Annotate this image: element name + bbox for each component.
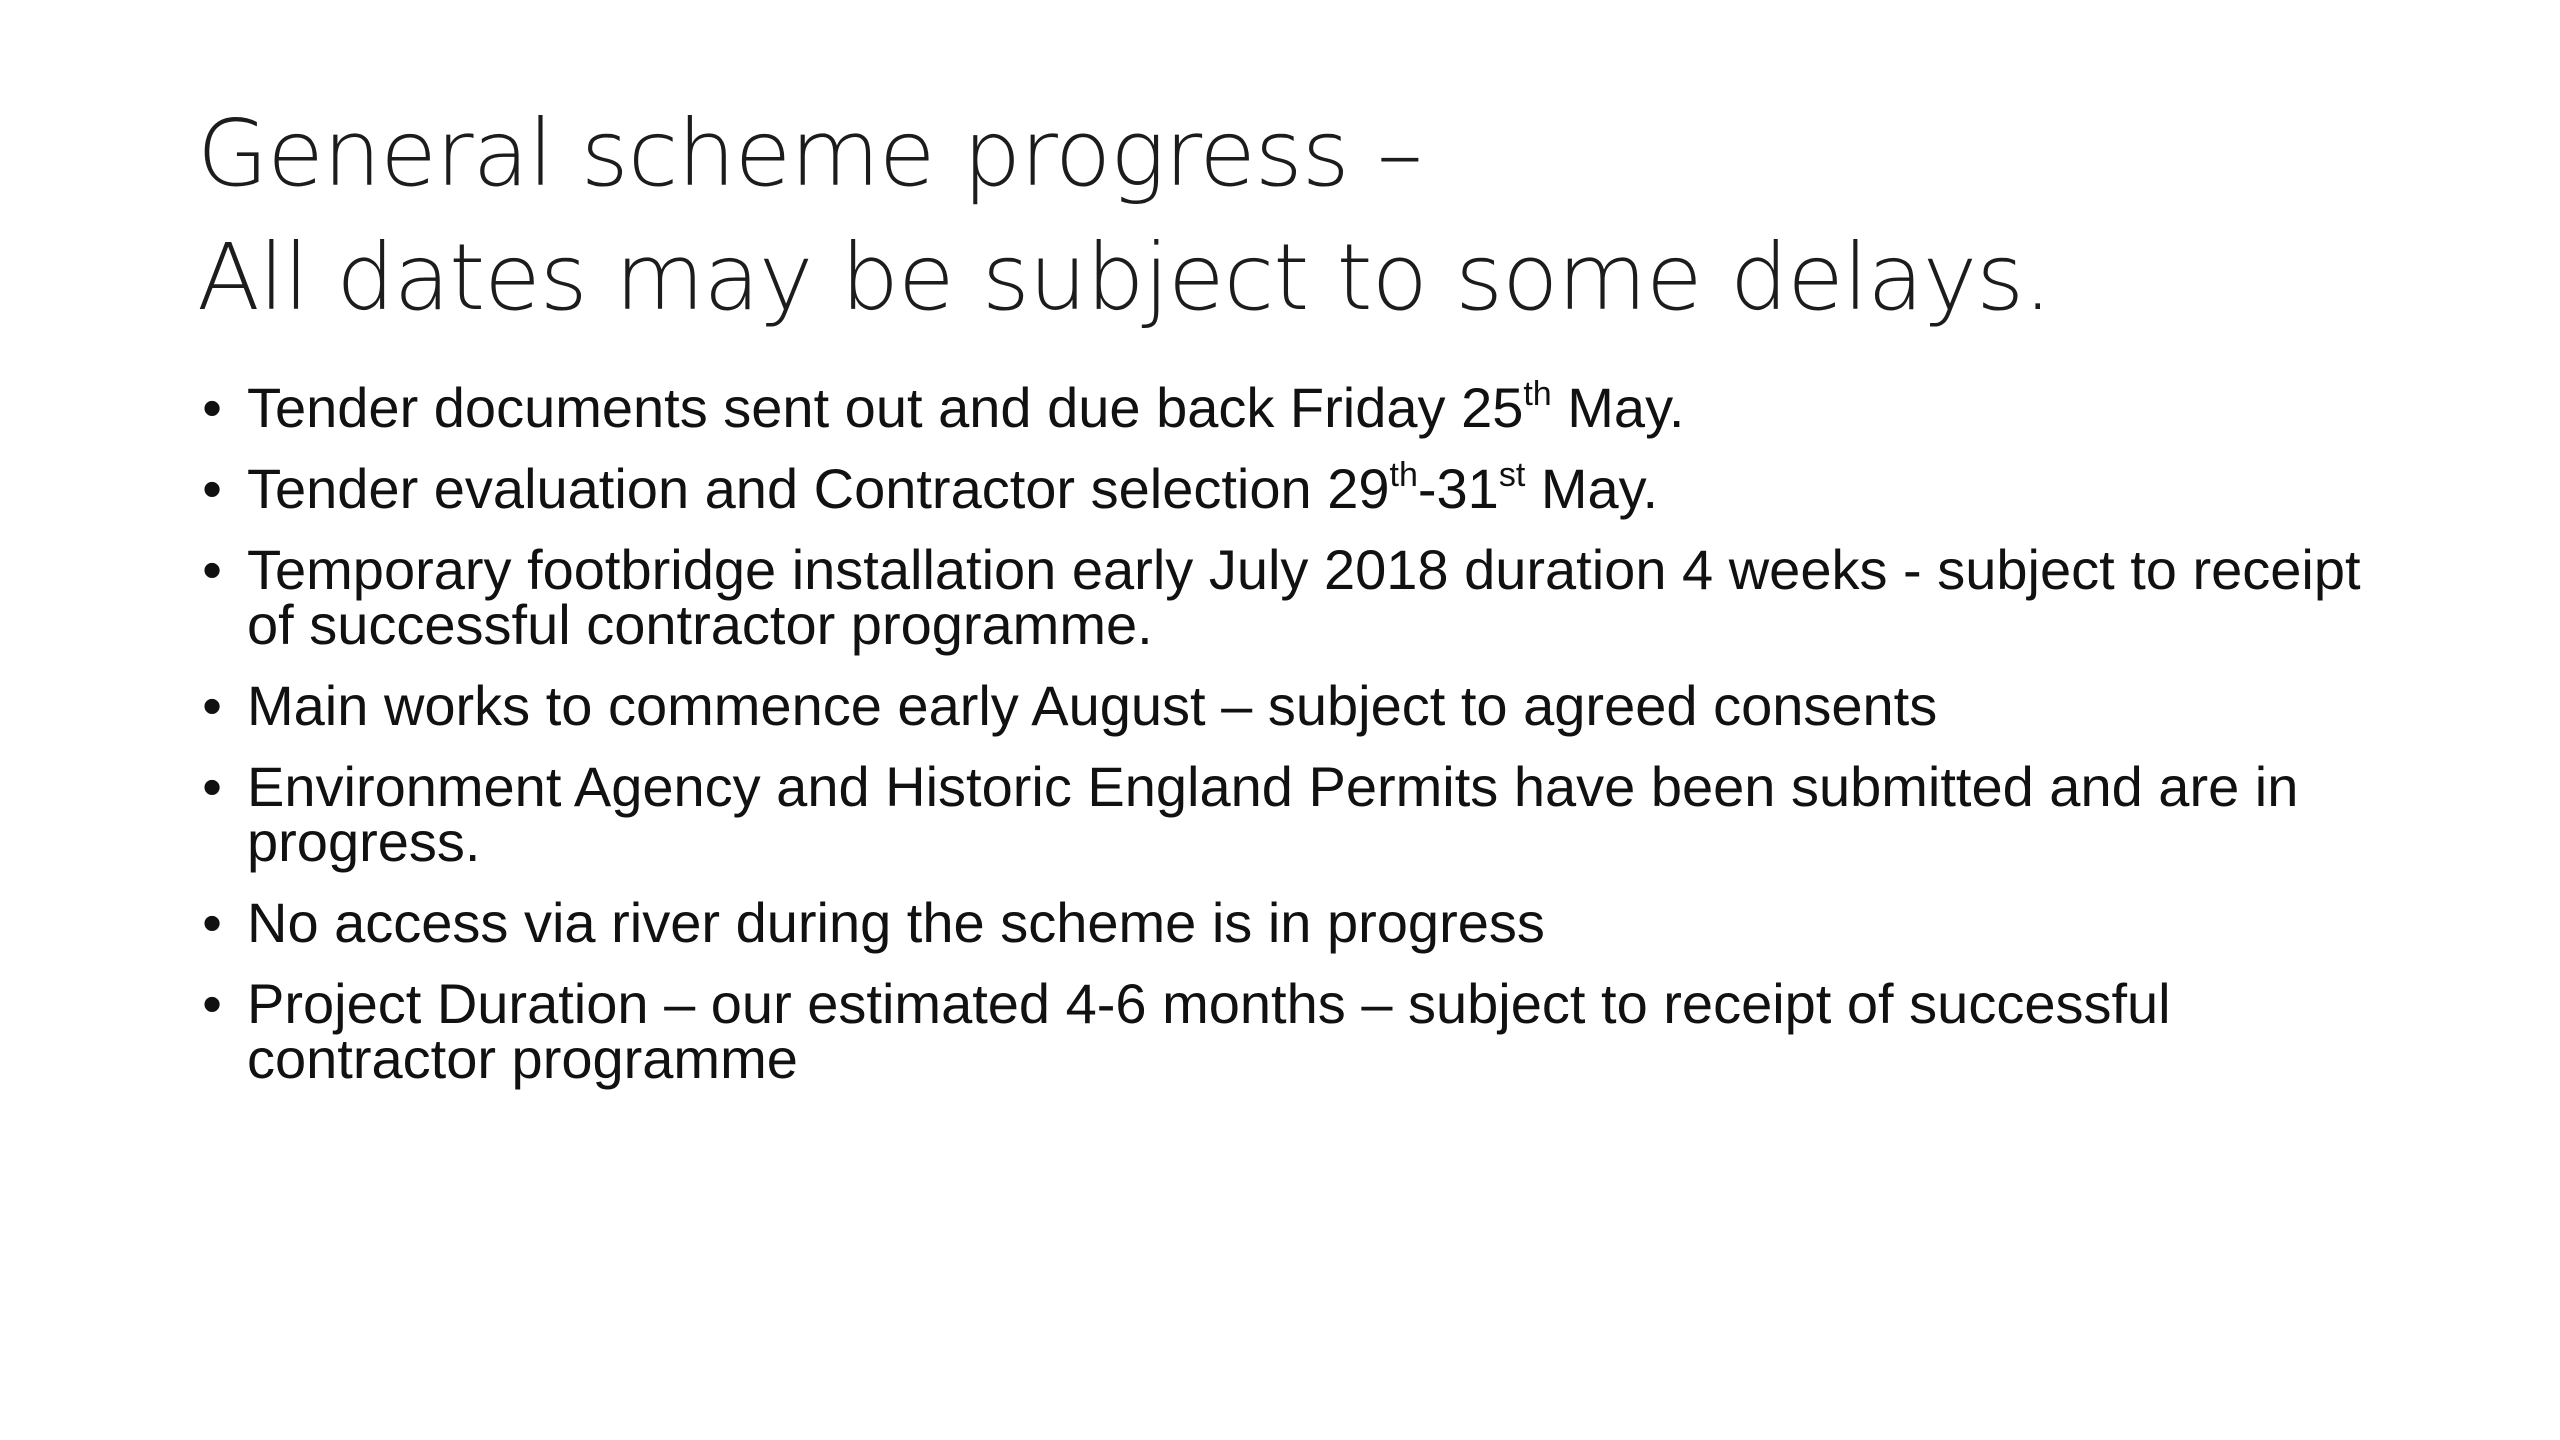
bullet-text	[247, 755, 2298, 873]
bullet-text-run: Project Duration – our estimated 4-6 months – subject to receipt of successful contractor programme	[247, 972, 2171, 1090]
bullet-item	[197, 538, 2397, 656]
bullet-dot-icon: •	[202, 972, 222, 1035]
bullet-text-run: No access via river during the scheme is in progress	[247, 891, 1545, 954]
bullet-list	[197, 375, 2397, 1112]
bullet-text	[247, 538, 2361, 656]
bullet-text-run: -31	[1417, 457, 1499, 520]
bullet-item	[197, 456, 2397, 520]
bullet-item	[197, 972, 2397, 1090]
bullet-text-run: Temporary footbridge installation early July 2018 duration 4 weeks - subject to receipt of successful contractor programme.	[247, 538, 2361, 656]
bullet-text-run: Main works to commence early August – subject to agreed consents	[247, 674, 1938, 737]
bullet-dot-icon: •	[202, 755, 222, 818]
bullet-dot-icon: •	[202, 674, 222, 737]
bullet-dot-icon: •	[202, 457, 222, 520]
bullet-dot-icon: •	[202, 376, 222, 439]
slide-title	[197, 92, 2397, 340]
bullet-text	[247, 457, 1658, 520]
title-line-2: All dates may be subject to some delays.	[197, 224, 2052, 331]
bullet-text-run: Environment Agency and Historic England Permits have been submitted and are in progress.	[247, 755, 2299, 873]
ordinal-suffix: th	[1523, 375, 1552, 413]
bullet-dot-icon: •	[202, 538, 222, 601]
bullet-text	[247, 674, 1937, 737]
bullet-item	[197, 891, 2397, 954]
bullet-item	[197, 755, 2397, 873]
bullet-text	[247, 891, 1545, 954]
title-line-1: General scheme progress –	[197, 100, 1422, 207]
bullet-text-run: Tender evaluation and Contractor selection 29	[247, 457, 1390, 520]
ordinal-suffix: th	[1389, 456, 1418, 494]
bullet-text-run: Tender documents sent out and due back Friday 25	[247, 376, 1524, 439]
bullet-text-run: May.	[1551, 376, 1685, 439]
bullet-dot-icon: •	[202, 891, 222, 954]
ordinal-suffix: st	[1498, 456, 1526, 494]
bullet-text	[247, 376, 1684, 439]
bullet-text-run: May.	[1525, 457, 1659, 520]
bullet-text	[247, 972, 2171, 1090]
bullet-item	[197, 674, 2397, 737]
bullet-item	[197, 375, 2397, 439]
